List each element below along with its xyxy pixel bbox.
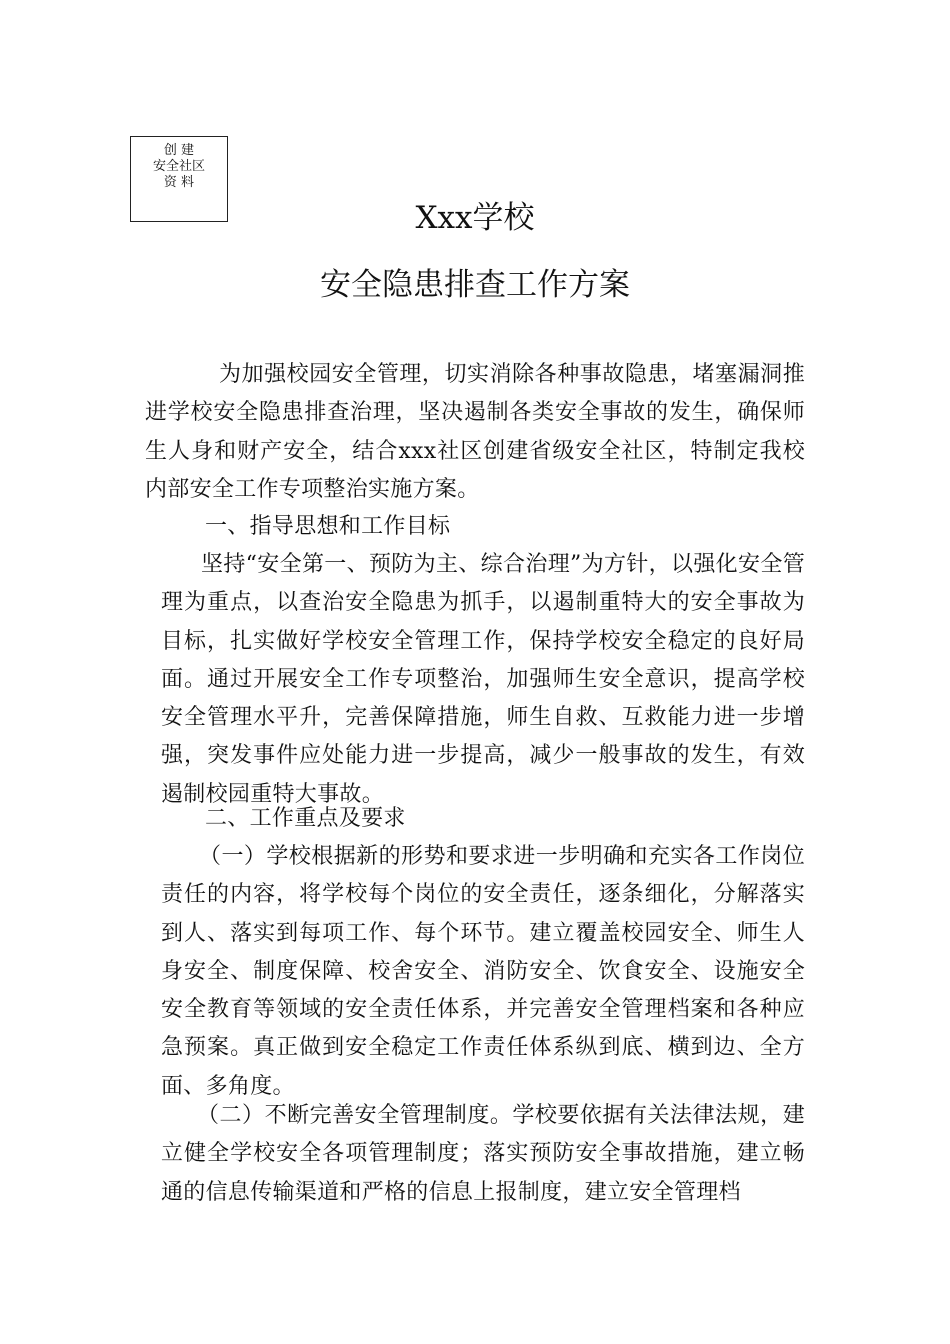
- section-2-item-2: （二）不断完善安全管理制度。学校要依据有关法律法规，建立健全学校安全各项管理制度；落实预防安全事故措施，建立畅通的信息传输渠道和严格的信息上报制度，建立安全管理档: [161, 1103, 805, 1205]
- stamp-line-2: 安全社区: [152, 159, 205, 174]
- section-1-heading: 一、指导思想和工作目标: [205, 514, 451, 539]
- section-2-item-1: （一）学校根据新的形势和要求进一步明确和充实各工作岗位责任的内容，将学校每个岗位的安全责任，逐条细化，分解落实到人、落实到每项工作、每个环节。建立覆盖校园安全、师生人身安全、制度保障、校舍安全、消防安全、饮食安全、设施安全安全教育等领域的安全责任体系，并完善安全管理档案和各种应急预案。真正做到安全稳定工作责任体系纵到底、横到边、全方面、多角度。: [161, 844, 805, 1099]
- stamp-line-3: 资 料: [163, 175, 195, 190]
- document-title-school: Xxx学校: [415, 200, 535, 236]
- section-2-heading: 二、工作重点及要求: [205, 806, 406, 831]
- intro-paragraph: 为加强校园安全管理，切实消除各种事故隐患，堵塞漏洞推进学校安全隐患排查治理，坚决遏制各类安全事故的发生，确保师生人身和财产安全，结合xxx社区创建省级安全社区，特制定我校内部安全工作专项整治实施方案。: [145, 362, 805, 502]
- section-1-paragraph: 坚持“安全第一、预防为主、综合治理”为方针，以强化安全管理为重点，以查治安全隐患为抓手，以遏制重特大的安全事故为目标，扎实做好学校安全管理工作，保持学校安全稳定的良好局面。通过开展安全工作专项整治，加强师生安全意识，提高学校安全管理水平升，完善保障措施，师生自救、互救能力进一步增强，突发事件应处能力进一步提高，减少一般事故的发生，有效遏制校园重特大事故。: [161, 552, 805, 807]
- document-title-plan: 安全隐患排查工作方案: [320, 267, 630, 303]
- stamp-line-1: 创 建: [163, 143, 195, 158]
